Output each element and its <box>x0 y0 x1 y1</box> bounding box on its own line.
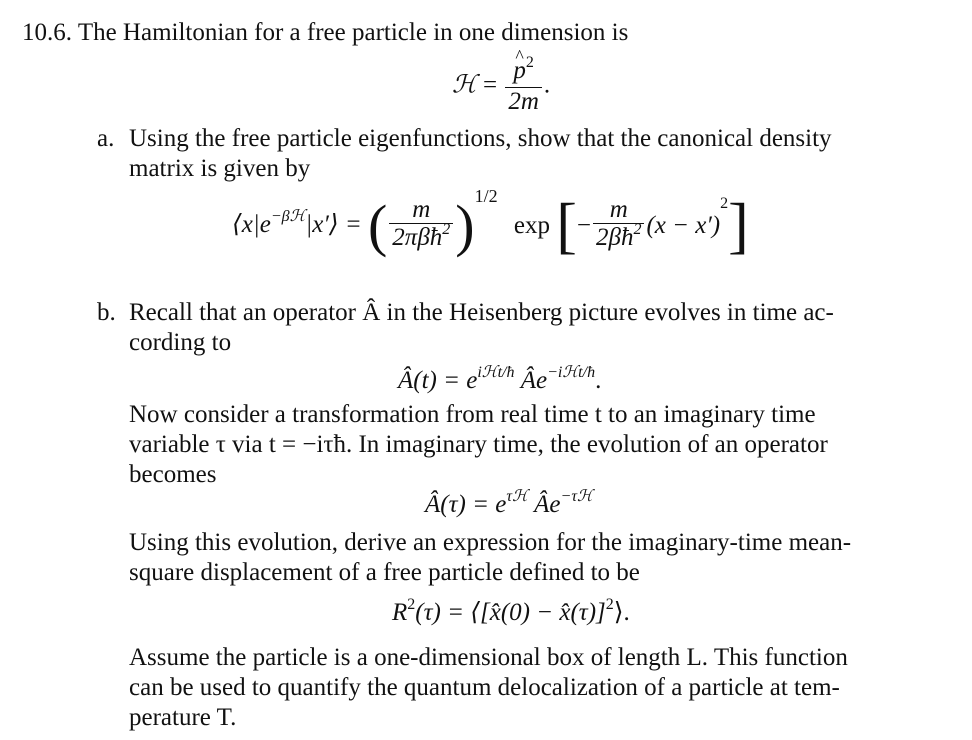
hamiltonian-symbol: ℋ <box>452 71 477 99</box>
part-a-line2: matrix is given by <box>129 155 311 182</box>
equals-sign: = <box>482 71 498 99</box>
assume-line1: Assume the particle is a one-dimensional box of length L. This function <box>129 644 848 671</box>
part-a-line1: Using the free particle eigenfunctions, show that the canonical density <box>129 125 832 152</box>
assume-line3: perature T. <box>129 704 237 731</box>
equation-imaginary-time: Â(τ) = $e^{\tau ℋ}$ $Âe^{-\tau ℋ}$ <box>425 488 593 518</box>
part-b-line1: Recall that an operator Â in the Heisenberg picture evolves in time ac- <box>129 299 834 326</box>
momentum-operator: p ^ <box>513 58 526 84</box>
density-lhs: $⟨x|e^{-\beta ℋ}|x'⟩$ = <box>232 207 362 238</box>
prefactor-fraction: $\frac{m}{2\pi\beta ħ^2}$ <box>389 197 453 255</box>
transform-line2: variable τ via t = −iτħ. In imaginary time, the evolution of an operator <box>129 431 828 458</box>
exponent-fraction: $\frac{m}{2\beta ħ^2}$ <box>593 197 644 255</box>
part-b-label: b. <box>97 299 116 326</box>
equation-density-matrix: $⟨x|e^{-\beta ℋ}|x'⟩$ = ( $\frac{m}{2\pi\beta ħ^2}$ )$^{1/2}$ exp [− $\frac{m}{2\beta ħ^2}$ $(x - x')^2$] <box>232 185 749 260</box>
equation-heisenberg: Â(t) = $e^{iℋt/ħ}$ $Âe^{-iℋt/ħ}$. <box>398 364 602 394</box>
problem-number: 10.6. <box>22 19 72 46</box>
derive-line1: Using this evolution, derive an expression for the imaginary-time mean- <box>129 529 852 556</box>
problem-heading <box>22 18 628 48</box>
exp-function: exp <box>513 212 550 239</box>
problem-intro: The Hamiltonian for a free particle in one dimension is <box>77 19 629 46</box>
position-difference: (x − x′) <box>646 212 721 239</box>
transform-line1: Now consider a transformation from real time t to an imaginary time <box>129 401 816 428</box>
prefactor-power: 1/2 <box>474 185 498 206</box>
hamiltonian-fraction: $\frac{p \^{}^2}{2m}$ <box>505 58 542 116</box>
equation-hamiltonian: ℋ = $\frac{p \^{}^2}{2m}$ . <box>452 58 550 116</box>
part-b-line2: cording to <box>129 329 232 356</box>
part-a-label: a. <box>97 125 115 152</box>
derive-line2: square displacement of a free particle defined to be <box>129 559 640 586</box>
assume-line2: can be used to quantify the quantum delocalization of a particle at tem- <box>129 674 840 701</box>
transform-line3: becomes <box>129 461 217 488</box>
hamiltonian-denominator: 2m <box>505 87 542 116</box>
equation-msd: $R^2(\tau)$ = ⟨[x̂(0) − x̂(τ)]$^2$⟩. <box>392 596 630 626</box>
